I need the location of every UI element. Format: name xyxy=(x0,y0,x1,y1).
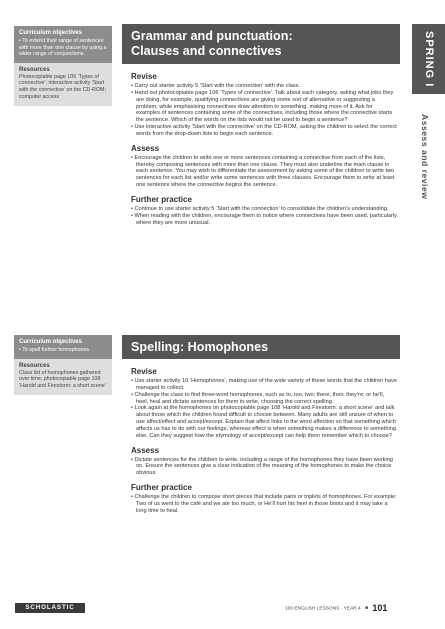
season-tab-label: SPRING I xyxy=(423,30,435,88)
bullet-item: • Hand out photocopiable page 106 ‘Types of connective’. Talk about each category, asking what jobs they are doing, for example, qualifying connectives are giving some sort of alternative or suggesting a problem, while emphasising connectives draw attention to something, making more of it. Ask for examples of sentences containing some of the connectives, including those where the connective starts the sentence. Which of the words on the lists would not be used to begin a sentence? xyxy=(131,89,394,124)
assess-section xyxy=(131,446,397,478)
objectives-label: Curriculum objectives xyxy=(19,339,83,345)
section-1-content xyxy=(131,72,397,233)
curriculum-objectives-box xyxy=(14,26,112,63)
bullet-item: • Dictate sentences for the children to write, including a range of the homophones they have been working on. Ensure the sentences give a clear indication of the meaning of the homophones to make the choice obvious. xyxy=(131,456,393,477)
bullet-item: • Carry out starter activity 5 ‘Start with the connection’ with the class. xyxy=(131,83,301,89)
resources-box xyxy=(14,359,112,396)
section-1-title-line-2: Clauses and connectives xyxy=(131,44,282,58)
further-practice-heading: Further practice xyxy=(131,483,192,493)
section-1-title-line-1: Grammar and punctuation: xyxy=(131,29,293,43)
revise-section xyxy=(131,72,397,138)
objectives-label: Curriculum objectives xyxy=(19,30,83,36)
scholastic-logo xyxy=(15,603,85,613)
resources-text: Photocopiable page 106 ‘Types of connective’; interactive activity ‘Start with the connective’ on the CD-ROM; computer access xyxy=(19,73,106,100)
page-number: 101 xyxy=(372,603,388,613)
bullet-item: • Look again at the homophones on photocopiable page 108 ‘Harold and Firestorm: a short scene’ and talk about those which the children found difficult to choose between. Many adults are still unsure of when to use affect/effect and accept/except. Explain that affect links to the word affection so that something which affects us has to do with our feelings, whereas effect is when something makes a difference to something else. Can they suggest how the etymology of accept/except can help them remember which to choose? xyxy=(131,405,396,439)
assess-heading: Assess xyxy=(131,143,160,153)
page-footer xyxy=(285,603,430,613)
section-2-title: Spelling: Homophones xyxy=(131,340,269,354)
bullet-item: • Use interactive activity ‘Start with the connective’ on the CD-ROM, asking the children to select the correct words from the drop-down lists to begin each sentence. xyxy=(131,124,397,137)
further-practice-section xyxy=(131,195,397,227)
resources-label: Resources xyxy=(19,362,50,369)
bullet-item: • Encourage the children to write one or more sentences containing a connective from each of the lists, thereby composing sentences with more than one clause. They must also underline the main clause in each sentence. You may wish to differentiate the assessment by asking some of the children to write two sentences for each list and/or write some sentences with three clauses. Encourage them to write at least one sentence where the connective begins the sentence. xyxy=(131,154,395,189)
further-practice-section xyxy=(131,483,397,515)
resources-box xyxy=(14,63,112,106)
section-2-content xyxy=(131,367,397,521)
assess-section xyxy=(131,144,397,189)
bullet-item: • When reading with the children, encourage them to notice where connectives have been used, particularly where they are more unusual. xyxy=(131,212,397,226)
resources-label: Resources xyxy=(19,66,50,73)
separator-square-icon: ■ xyxy=(364,605,369,612)
objective-item: • To extend their range of sentences with more than one clause by using a wider range of conjunctions. xyxy=(19,38,107,58)
further-practice-heading: Further practice xyxy=(131,194,192,204)
bullet-item: • Challenge the class to find three-word homophones, such as to, too, two; there, their, they’re; or he’ll, heel, heal and dictate sentences for them to write, choosing the correct spelling. xyxy=(131,391,385,405)
curriculum-objectives-box xyxy=(14,335,112,359)
assess-heading: Assess xyxy=(131,445,160,455)
bullet-item: • Challenge the children to compose short pieces that include pairs or triplets of homophones. For example: Two of us went to the café and we ate too much, or He’ll hurt his heel in those boots and it may take a long time to heal. xyxy=(131,494,397,514)
revise-section xyxy=(131,367,397,440)
revise-heading: Revise xyxy=(131,367,157,376)
section-1-title-banner xyxy=(122,24,400,64)
sidebar-section-2 xyxy=(14,335,112,395)
bullet-item: • Continue to use starter activity 5 ‘Start with the connection’ to consolidate the children’s understanding. xyxy=(131,205,389,212)
section-tab-subtitle: Assess and review xyxy=(420,114,430,200)
sidebar-section-1 xyxy=(14,26,112,106)
season-tab xyxy=(412,24,445,94)
publisher-name: SCHOLASTIC xyxy=(25,604,75,611)
bullet-item: • Use starter activity 10 ‘Homophones’, making use of the wide variety of these words that the children have managed to collect. xyxy=(131,378,397,391)
objective-item: • To spell further homophones. xyxy=(19,347,91,353)
book-title: 100 ENGLISH LESSONS · YEAR 4 xyxy=(285,606,361,612)
section-2-title-banner xyxy=(122,335,400,359)
resources-text: Class list of homophones gathered over time; photocopiable page 108 ‘Harold and Firestorm: a short scene’ xyxy=(19,369,106,389)
revise-heading: Revise xyxy=(131,72,157,81)
